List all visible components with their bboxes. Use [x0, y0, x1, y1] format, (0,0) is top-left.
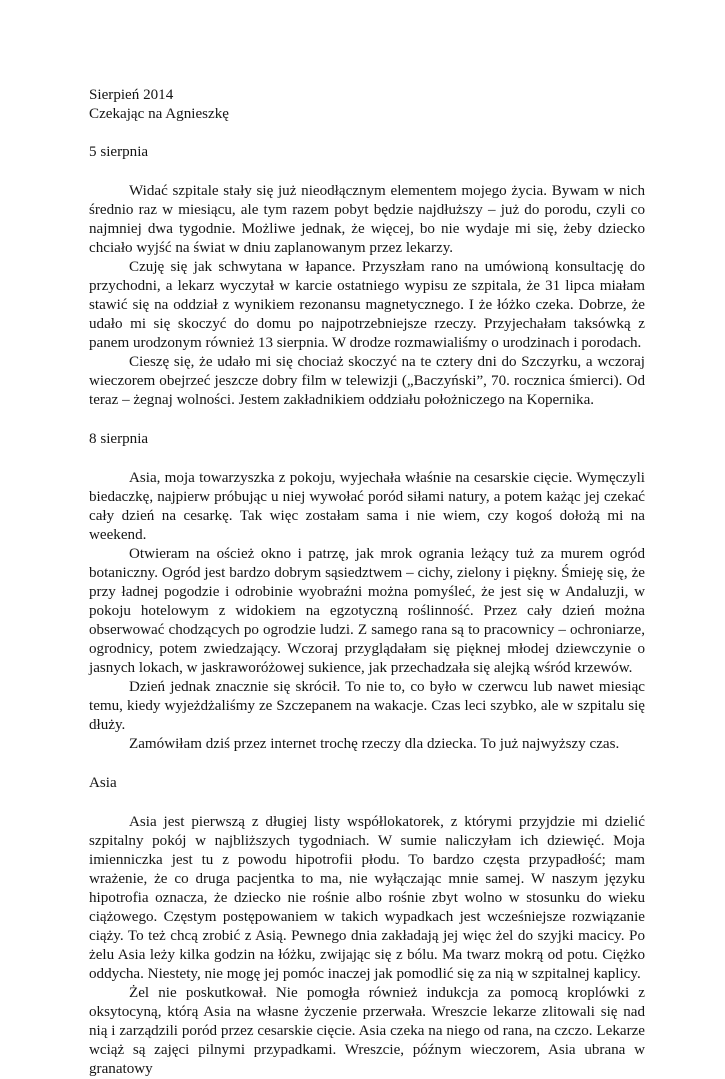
- section-title-8-sierpnia: 8 sierpnia: [89, 431, 149, 447]
- paragraph: Cieszę się, że udało mi się chociaż skoczyć na te cztery dni do Szczyrku, a wczoraj wieczorem obejrzeć jeszcze dobry film w telewizji („Baczyński”, 70. rocznica śmierci). Od teraz – żegnaj wolności. Jestem zakładnikiem oddziału położniczego na Kopernika.: [89, 354, 645, 408]
- paragraph: Widać szpitale stały się już nieodłącznym elementem mojego życia. Bywam w nich średnio raz w miesiącu, ale tym razem pobyt będzie najdłuższy – już do porodu, czyli co najmniej dwa tygodnie. Możliwe jednak, że więcej, bo nie wydaje mi się, żeby dziecko chciało wyjść na świat w dniu zaplanowanym przez lekarzy.: [89, 183, 645, 256]
- section-title-asia: Asia: [89, 775, 117, 791]
- paragraph: Czuję się jak schwytana w łapance. Przyszłam rano na umówioną konsultację do przychodni, a lekarz wyczytał w karcie ostatniego wypisu ze szpitala, że 31 lipca miałam stawić się na oddział z wynikiem rezonansu magnetycznego. I że łóżko czeka. Dobrze, że udało mi się skoczyć do domu po najpotrzebniejsze rzeczy. Przyjechałam taksówką z panem urodzonym również 13 sierpnia. W drodze rozmawialiśmy o urodzinach i porodach.: [89, 259, 645, 351]
- document-date-heading: Sierpień 2014: [89, 87, 174, 103]
- section-title-5-sierpnia: 5 sierpnia: [89, 144, 149, 160]
- paragraph: Asia, moja towarzyszka z pokoju, wyjechała właśnie na cesarskie cięcie. Wymęczyli biedaczkę, najpierw próbując u niej wywołać poród siłami natury, a potem każąc jej czekać cały dzień na cesarkę. Tak więc zostałam sama i nie wiem, czy kogoś dołożą mi na weekend.: [89, 470, 645, 543]
- paragraph: Asia jest pierwszą z długiej listy współlokatorek, z którymi przyjdzie mi dzielić szpitalny pokój w najbliższych tygodniach. W sumie naliczyłam ich dziewięć. Moja imienniczka jest tu z powodu hipotrofii płodu. To bardzo częsta przypadłość; mam wrażenie, że co druga pacjentka to ma, nie wyłączając mnie samej. W naszym języku hipotrofia oznacza, że dziecko nie rośnie albo rośnie zbyt wolno w stosunku do wieku ciążowego. Częstym postępowaniem w takich wypadkach jest wcześniejsze rozwiązanie ciąży. To też chcą zrobić z Asią. Pewnego dnia zakładają jej więc żel do szyjki macicy. Po żelu Asia leży kilka godzin na łóżku, zwijając się z bólu. Ma twarz mokrą od potu. Ciężko oddycha. Niestety, nie mogę jej pomóc inaczej jak pomodlić się za nią w szpitalnej kaplicy.: [89, 814, 645, 982]
- paragraph: Otwieram na oścież okno i patrzę, jak mrok ogrania leżący tuż za murem ogród botaniczny. Ogród jest bardzo dobrym sąsiedztwem – cichy, zielony i piękny. Śmieję się, że przy ładnej pogodzie i odrobinie wyobraźni można pomyśleć, że jest się w Andaluzji, w pokoju hotelowym z widokiem na egzotyczną roślinność. Przez cały dzień można obserwować chodzących po ogrodzie ludzi. Z samego rana są to pracownicy – ochroniarze, ogrodnicy, potem zwiedzający. Wczoraj przyglądałam się pięknej młodej dziewczynie o jasnych lokach, w jaskraworóżowej sukience, jak przechadzała się alejką wśród krzewów.: [89, 546, 645, 676]
- document-title: Czekając na Agnieszkę: [89, 106, 229, 122]
- paragraph: Dzień jednak znacznie się skrócił. To nie to, co było w czerwcu lub nawet miesiąc temu, kiedy wyjeżdżaliśmy ze Szczepanem na wakacje. Czas leci szybko, ale w szpitalu się dłuży.: [89, 679, 645, 733]
- document-page: [89, 86, 645, 1079]
- paragraph: Żel nie poskutkował. Nie pomogła również indukcja za pomocą kroplówki z oksytocyną, którą Asia na własne życzenie przerwała. Wreszcie lekarze zlitowali się nad nią i zarządzili poród przez cesarskie cięcie. Asia czeka na niego od rana, na czczo. Lekarze wciąż są zajęci pilnymi przypadkami. Wreszcie, późnym wieczorem, Asia ubrana w granatowy: [89, 985, 645, 1077]
- paragraph: Zamówiłam dziś przez internet trochę rzeczy dla dziecka. To już najwyższy czas.: [129, 736, 620, 752]
